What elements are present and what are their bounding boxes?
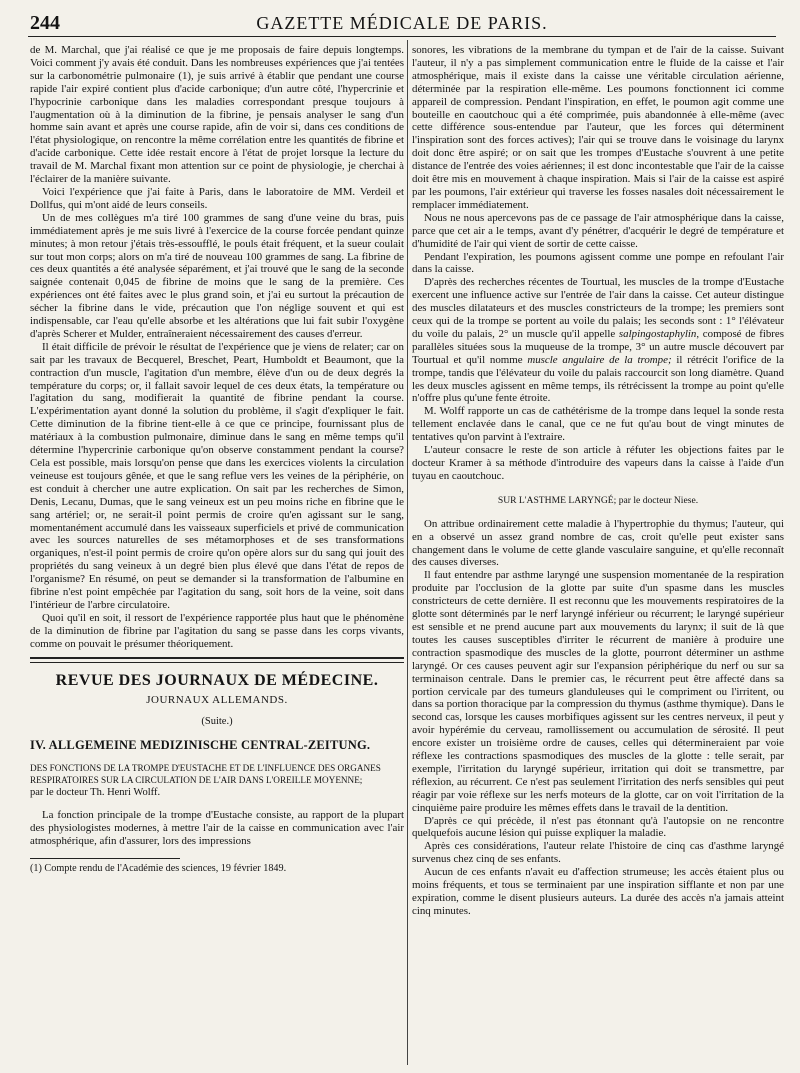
- paragraph: [412, 276, 784, 405]
- section-subtitle: JOURNAUX ALLEMANDS.: [146, 693, 288, 706]
- running-title: GAZETTE MÉDICALE DE PARIS.: [256, 13, 548, 33]
- right-column: [412, 44, 784, 1066]
- section-rule-thin: [30, 662, 404, 663]
- article-heading: SUR L'ASTHME LARYNGÉ; par le docteur Niese.: [497, 494, 699, 506]
- paragraph: Voici l'expérience que j'ai faite à Paris, dans le laboratoire de MM. Verdeil et Dollfus, qui m'ont aidé de leurs conseils.: [30, 185, 404, 211]
- text-run: D'après des recherches récentes de Tourtual, les muscles de la trompe d'Eustache exercent une influence active sur l'entrée de l'air dans la caisse. Cet auteur distingue des muscles dilatateurs et des muscles constricteurs de la trompe; les premiers sont ceux qui de la trompe se portent au voile du palais; les seconds sont : 1° l'élévateur du voile du palais, 2° un muscle qu'il appelle: [412, 276, 784, 340]
- continued-label: (Suite.): [201, 716, 233, 728]
- italic-term: muscle angulaire de la trompe;: [527, 353, 672, 366]
- paragraph: Pendant l'expiration, les poumons agissent comme une pompe en refoulant l'air dans la caisse.: [412, 250, 784, 276]
- paragraph: Il faut entendre par asthme laryngé une suspension momentanée de la respiration produite par l'occlusion de la glotte par suite d'un spasme dans les muscles constricteurs de cette dernière. Il est reconnu que les mouvements respiratoires de la glotte sont déterminés par le nerf laryngé inférieur ou récurrent; le laryngé supérieur est sensible et ne prend aucune part aux mouvements du larynx; il suit de là que toutes les causes susceptibles d'irriter le récurrent de manière à produire une contraction spasmodique des muscles de la glotte, pourront déterminer un asthme laryngé. Or ces causes peuvent agir sur l'expansion périphérique du nerf ou sur sa terminaison centrale. Dans le premier cas, le récurrent peut être affecté dans sa portion cervicale par des tumeurs glanduleuses qui le compriment ou l'irritent, ou dans sa portion thoracique par la compression du thymus (asthme thymique). Dans le second cas, lorsque les causes morbifiques agissent sur les centres nerveux, il peut y avoir hypérémie du cerveau, ramollissement ou accumulation de sérosité. Il peut encore exister un troisième ordre de causes, celles qui détermineraient par voie réflexe les contractions spasmodiques des muscles de la glotte : telle serait, par exemple, l'irritation du laryngé supérieur, irritation qui doit se transmettre, par réflexion, au récurrent. Ce n'est pas seulement l'irritation des nerfs sensibles qui peut réagir par voie réflexe sur les nerfs moteurs de la glotte, car on voit l'irritation de la cinquième paire produire les mêmes effets dans le travail de la dentition.: [412, 569, 784, 814]
- article-title: [30, 762, 404, 799]
- paragraph: Aucun de ces enfants n'avait eu d'affection strumeuse; les accès étaient plus ou moins fréquents, et tous se terminaient par une inspiration sifflante et non par une expiration, comme le disent plusieurs auteurs. La durée des accès n'a jamais atteint cinq minutes.: [412, 866, 784, 917]
- paragraph: La fonction principale de la trompe d'Eustache consiste, au rapport de la plupart des physiologistes modernes, à mettre l'air de la caisse en communication avec l'air atmosphérique, afin d'assurer, lors des impressions: [30, 809, 404, 848]
- paragraph: On attribue ordinairement cette maladie à l'hypertrophie du thymus; l'auteur, qui en a observé un assez grand nombre de cas, croit qu'elle peut exister sans changement dans le volume de cette glande vasculaire sanguine, et qu'elle reconnaît des causes diverses.: [412, 517, 784, 569]
- paragraph: de M. Marchal, que j'ai réalisé ce que je me proposais de faire depuis longtemps. Voici comment j'y avais été conduit. Dans les nombreuses expériences que j'ai tentées sur la carbonométrie pulmonaire (1), je suis arrivé à établir que pendant une course rapide l'air expiré contient plus d'acide carbonique; d'un autre côté, l'hypercrinie et l'hypocrinie carbonique dans les maladies correspondant presque toujours à l'augmentation où à la diminution de la fibrine, je pensais analyser le sang d'un homme sain avant et après une course rapide, afin de voir si, dans ces conditions de l'état physiologique, on rencontre la même corrélation entre les quantités de fibrine et d'acide carbonique. Cette idée restait encore à l'état de projet lorsque la lecture du travail de M. Marchal fixant mon attention sur ce point de physiologie, je cherchai à l'éclairer de la manière suivante.: [30, 44, 404, 186]
- paragraph: Quoi qu'il en soit, il ressort de l'expérience rapportée plus haut que le phénomène de la diminution de fibrine par l'agitation du sang se passe dans les corps vivants, comme on pouvait le présumer théoriquement.: [30, 611, 404, 650]
- page-header: [28, 10, 776, 37]
- article-title-text: DES FONCTIONS DE LA TROMPE D'EUSTACHE ET DE L'INFLUENCE DES ORGANES RESPIRATOIRES SUR LA CIRCULATION DE L'AIR DANS L'OREILLE MOYENNE;: [30, 763, 381, 786]
- paragraph: sonores, les vibrations de la membrane du tympan et de l'air de la caisse. Suivant l'auteur, il n'y a pas simplement communication entre le fluide de la caisse et l'air atmosphérique, mais il existe dans la caisse une véritable circulation aérienne, déterminée par la respiration elle-même. Les poumons fonctionnent ici comme appareil de compression. Pendant l'inspiration, en effet, le poumon agit comme une bouteille en caoutchouc qui a été comprimée, puis abandonnée à elle-même (avec cette différence sous-entendue par l'auteur, que les forces qui déterminent l'inspiration sont des forces actives); l'air qui se trouve dans le voisinage du larynx doit donc être aspiré; or on sait que les trompes d'Eustache s'ouvrent à une petite distance de l'entrée des voies aériennes; il est donc incontestable que l'air de la caisse doit être mis en mouvement à chaque inspiration. Mais si l'air de la caisse est aspiré par les poumons, l'air extérieur qui traverse les fosses nasales doit nécessairement le remplacer immédiatement.: [412, 44, 784, 211]
- paragraph: M. Wolff rapporte un cas de cathétérisme de la trompe dans lequel la sonde resta tellement enclavée dans le canal, que ce ne fut qu'au bout de vingt minutes de tentatives qu'on parvint à l'extraire.: [412, 405, 784, 444]
- page-number: 244: [30, 12, 60, 34]
- article-author: par le docteur Th. Henri Wolff.: [30, 787, 161, 799]
- paragraph: Nous ne nous apercevons pas de ce passage de l'air atmosphérique dans la caisse, parce que cet air a le temps, avant d'y pénétrer, d'acquérir le degré de température et d'humidité de l'air qui vient de sortir de cette caisse.: [412, 211, 784, 250]
- footnote: (1) Compte rendu de l'Académie des sciences, 19 février 1849.: [30, 862, 287, 874]
- column-divider: [407, 40, 408, 1065]
- journal-heading: IV. ALLGEMEINE MEDIZINISCHE CENTRAL-ZEITUNG.: [30, 738, 371, 753]
- paragraph: Un de mes collègues m'a tiré 100 grammes de sang d'une veine du bras, puis immédiatement après je me suis livré à l'exercice de la course forcée pendant quinze minutes; à mon retour j'étais très-essoufflé, le pouls était fréquent, et la sueur coulait sur tout mon corps; alors on m'a tiré de nouveau 100 grammes de sang. La fibrine de ces deux quantités a été analysée séparément, et j'ai trouvé que le sang de la seconde saignée contenait 0,045 de fibrine de moins que le sang de la première. Ces expériences ont été faites avec le plus grand soin, et j'ai eu surtout la précaution de sécher la fibrine dans le vide, précaution que l'on néglige souvent et qui est indispensable, car l'eau qu'elle absorbe et les altérations que lui fait subir l'oxygène d'après Scherer et Mulder, entraîneraient nécessairement des causes d'erreur.: [30, 211, 404, 340]
- italic-term: salpingostaphylin: [618, 327, 697, 340]
- paragraph: D'après ce qui précède, il n'est pas étonnant qu'à l'autopsie on ne rencontre quelquefois aucune lésion qui puisse expliquer la maladie.: [412, 814, 784, 840]
- section-title: REVUE DES JOURNAUX DE MÉDECINE.: [55, 671, 379, 689]
- paragraph: Il était difficile de prévoir le résultat de l'expérience que je viens de relater; car on sait par les travaux de Becquerel, Breschet, Peart, Humboldt et Beaumont, que la contraction d'un muscle, l'agitation d'un membre, élève d'un ou de deux degrés la température du corps; or, il fallait savoir lequel de ces deux états, la température ou l'agitation du sang, modifierait la quantité de fibrine pendant la course. L'expérimentation ayant donné la solution du problème, il s'agit d'expliquer le fait. Cette diminution de la fibrine tient-elle à ce que ce principe, fournissant plus de matériaux à la combustion pulmonaire, diminue dans le sang en même temps qu'il détermine l'hypercrinie carbonique qu'on observe constamment pendant la course? Cela est possible, mais lorsqu'on pense que dans les exercices violents la circulation veineuse est toujours gênée, et que le sang reflue vers les veines de la périphérie, on est conduit à chercher une autre explication. On sait par les recherches de Simon, Denis, Lecanu, Dumas, que le sang veineux est un peu moins riche en fibrine que le sang artériel; or, ne serait-il point permis de croire qu'en agissant sur le sang, momentanément accumulé dans les vaisseaux superficiels et privé de communication avec les sources naturelles de ses métamorphoses et de ses transformations organiques, n'est-il point permis de croire qu'on opère alors sur du sang qui jouit des propriétés du sang veineux à un degré bien plus élevé que dans l'état de repos de l'organisme? En résumé, on peut se demander si la transformation de l'albumine en fibrine n'est point empêchée par l'agitation du sang, soit hors de la veine, soit dans l'intérieur de l'arbre circulatoire.: [30, 340, 404, 611]
- left-column: [30, 44, 404, 1064]
- paragraph: Après ces considérations, l'auteur relate l'histoire de cinq cas d'asthme laryngé survenus chez cinq de ses enfants.: [412, 840, 784, 866]
- section-rule: [30, 657, 404, 659]
- text-run: il rétrécit l'orifice de la trompe, tandis que l'élévateur du voile du palais raccourcit son long diamètre. Quand les deux muscles agissent en même temps, ils rétrécissent la trompe au point qu'elle n'offre plus qu'une fente étroite.: [412, 353, 784, 405]
- text-run: , composé de fibres parallèles situées sous la muqueuse de la trompe, 3° un autre muscle découvert par Tourtual et qu'il nomme: [412, 327, 784, 366]
- footnote-rule: [30, 858, 180, 859]
- paragraph: L'auteur consacre le reste de son article à réfuter les objections faites par le docteur Kramer à sa méthode d'introduire des vapeurs dans la caisse à l'aide d'un tuyau en caoutchouc.: [412, 444, 784, 482]
